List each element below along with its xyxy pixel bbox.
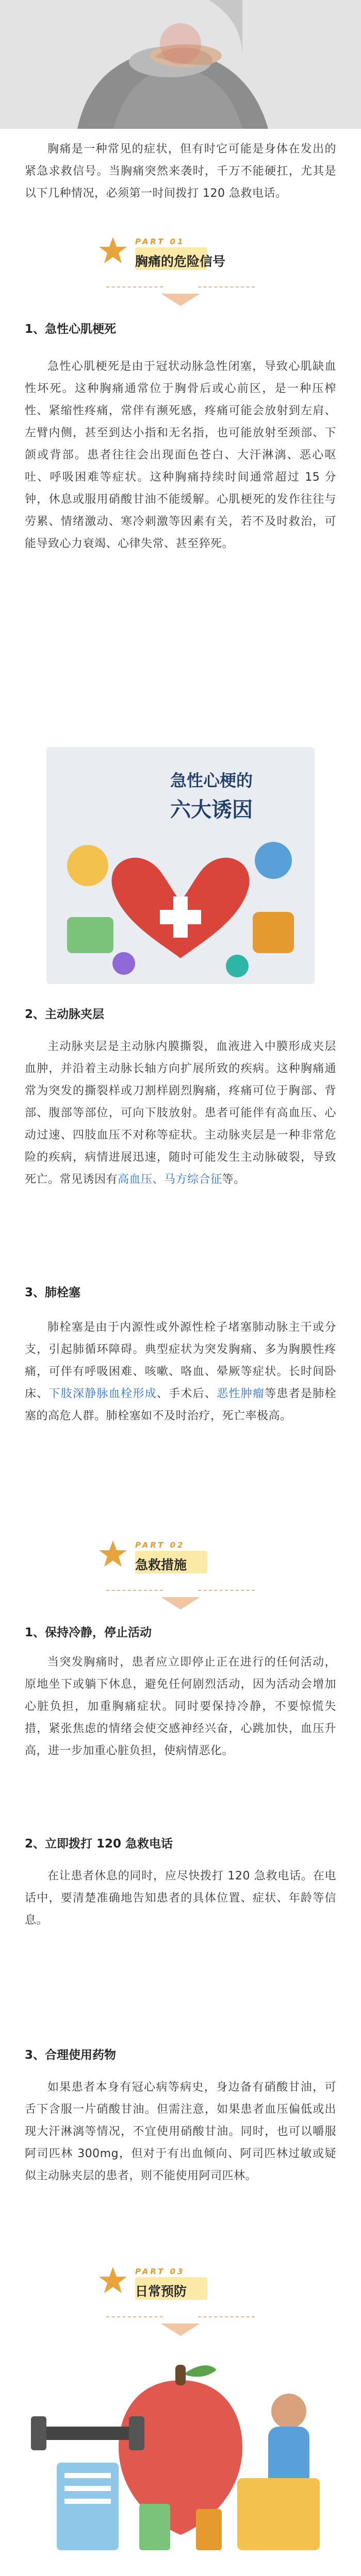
part2-s3-body	[0, 2076, 361, 2187]
poster-big-text: 六大诱因	[170, 798, 253, 822]
part2-s2-body	[0, 1865, 361, 1931]
section-text: 当突发胸痛时，患者应立即停止正在进行的任何活动，原地坐下或躺下休息，避免任何剧烈活动，因为活动会增加心脏负担，加重胸痛症状。同时要保持冷静，不要惊慌失措，紧张焦虑的情绪会使交感神经兴奋，心跳加快，血压升高，进一步加重心脏负担，使病情恶化。	[25, 1656, 336, 1757]
section-text: 在让患者休息的同时，应尽快拨打 120 急救电话。在电话中，要清楚准确地告知患者的具体位置、症状、年龄等信息。	[25, 1870, 336, 1927]
part1-s1-body	[0, 355, 361, 555]
section-text-a: 肺栓塞是由于内源性或外源性栓子堵塞肺动脉主干或分支，引起肺循环障碍。典型症状为突发胸痛、多为胸膜性疼痛，可伴有呼吸困难、咳嗽、咯血、晕厥等症状。长时间卧床、	[25, 1321, 336, 1400]
part1-title: 胸痛的危险信号	[135, 254, 226, 269]
hero-photo	[0, 0, 361, 129]
part2-header	[0, 1525, 361, 1618]
section-text: 急性心肌梗死是由于冠状动脉急性闭塞，导致心肌缺血性坏死。这种胸痛通常位于胸骨后或心前区，是一种压榨性、紧缩性疼痛，常伴有濒死感，疼痛可能会放射到左肩、左臂内侧，甚至到达小指和无名指，也可能放射至颈部、下颌或背部。患者往往会出现面色苍白、大汗淋漓、恶心呕吐、呼吸困难等症状。这种胸痛持续时间通常超过 15 分钟，休息或服用硝酸甘油不能缓解。心肌梗死的发作往往与劳累、情绪激动、寒冷刺激等因素有关，若不及时救治，可能导致心力衰竭、心律失常、甚至猝死。	[25, 360, 336, 550]
part3-title: 日常预防	[135, 2284, 187, 2299]
section-text	[0, 1316, 361, 1427]
section-title: 2、主动脉夹层	[25, 1008, 105, 1021]
part1-s2-body	[0, 1036, 361, 1191]
mi-poster	[0, 747, 361, 989]
part3-header	[0, 2251, 361, 2344]
star-icon	[98, 2266, 128, 2295]
part1-s3	[0, 1283, 361, 1300]
section-title: 2、立即拨打 120 急救电话	[25, 1837, 173, 1851]
section-title: 1、急性心肌梗死	[25, 323, 117, 336]
poster-text: 急性心梗的	[170, 771, 253, 790]
part2-s3	[0, 2045, 361, 2062]
disease-link[interactable]: 下肢深静脉血栓形成	[48, 1387, 157, 1400]
section-title: 3、肺栓塞	[25, 1286, 81, 1299]
poster-illustration	[57, 824, 304, 979]
part1-s3-body	[0, 1316, 361, 1427]
section-text	[0, 1036, 361, 1191]
part2-label: PART 02	[135, 1540, 185, 1550]
lifestyle-illustration	[0, 2349, 361, 2576]
section-text-b: 等。	[222, 1173, 245, 1186]
part2-s2	[0, 1834, 361, 1851]
section-text-c: 等患者是肺栓塞的高危人群。肺栓塞如不及时治疗，死亡率极高。	[25, 1387, 336, 1422]
part2-s1	[0, 1623, 361, 1640]
part1-label: PART 01	[135, 237, 185, 246]
section-text-b: 、手术后、	[156, 1387, 217, 1400]
part2-title: 急救措施	[135, 1557, 187, 1572]
section-title: 3、合理使用药物	[25, 2048, 117, 2062]
star-icon	[98, 1539, 128, 1568]
part1-s1	[0, 319, 361, 336]
part1-s2	[0, 1005, 361, 1022]
section-text: 如果患者本身有冠心病等病史，身边备有硝酸甘油，可舌下含服一片硝酸甘油。但需注意，如果患者血压偏低或出现大汗淋漓等情况，不宜使用硝酸甘油。同时，也可以嚼服阿司匹林 300mg，但对于有出血倾向、阿司匹林过敏或疑似主动脉夹层的患者，则不能使用阿司匹林。	[25, 2081, 336, 2182]
intro-text: 胸痛是一种常见的症状，但有时它可能是身体在发出的紧急求救信号。当胸痛突然来袭时，千万不能硬扛，尤其是以下几种情况，必须第一时间拨打 120 急救电话。	[25, 143, 336, 200]
lifestyle-graphic	[0, 2349, 361, 2576]
section-text-a: 主动脉夹层是主动脉内膜撕裂，血液进入中膜形成夹层血肿，并沿着主动脉长轴方向扩展所致的疾病。这种胸痛通常为突发的撕裂样或刀割样剧烈胸痛，疼痛可位于胸部、背部、腹部等部位，可向下肢放射。患者可能伴有高血压、心动过速、四肢血压不对称等症状。主动脉夹层是一种非常危险的疾病，病情进展迅速，随时可能发生主动脉破裂，导致死亡。常见诱因有	[25, 1040, 336, 1186]
disease-link[interactable]: 恶性肿瘤	[217, 1387, 265, 1400]
section-title: 1、保持冷静，停止活动	[25, 1626, 152, 1639]
part1-header	[0, 222, 361, 314]
disease-link[interactable]: 高血压、马方综合征	[118, 1173, 222, 1186]
star-icon	[98, 236, 128, 265]
intro-paragraph	[0, 138, 361, 205]
part2-s1-body	[0, 1651, 361, 1762]
part3-label: PART 03	[135, 2267, 185, 2276]
